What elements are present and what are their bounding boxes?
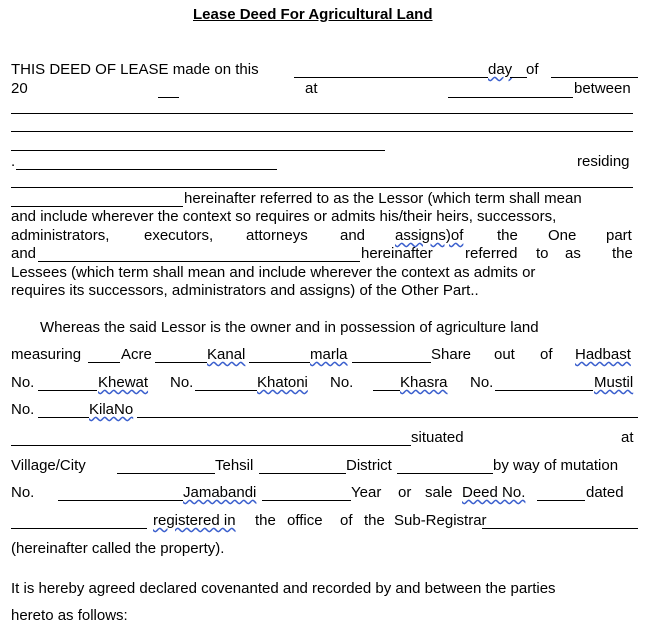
lessee-line4-word: to [536,245,549,262]
lessee-line4-word: the [612,245,633,262]
share-blank [352,362,431,363]
between-label: between [574,80,631,97]
year-prefix: 20 [11,80,28,97]
khasra-no-blank [495,390,593,391]
lessee-line4-word: hereinafter [361,245,433,262]
or-label: or [398,484,412,501]
office-word: office [287,512,323,529]
lessor-line3-word: and [340,227,366,244]
lessor-line3-word: administrators, [11,227,110,244]
kanal-blank [155,362,207,363]
khatoni-no-blank [373,390,400,391]
lessor-line3-word: attorneys [246,227,308,244]
lessee-line4-word: referred [465,245,518,262]
situated-blank [11,445,411,446]
lessor-line3-word: assigns)of [395,227,464,244]
mustil-no-label: No. [11,401,35,418]
document-title: Lease Deed For Agricultural Land [193,6,433,23]
mustil-label: Mustil [594,374,634,391]
district-label: District [346,457,392,474]
lessor-clause-text: hereinafter referred to as the Lessor (which term shall mean [184,190,582,207]
office-word: the [364,512,385,529]
tehsil-blank [259,473,346,474]
lessee-line4-word: as [565,245,581,262]
mutation-no-label: No. [11,484,35,501]
lessor-line3-word: executors, [144,227,214,244]
sub-registrar-blank [482,528,638,529]
year-blank [158,97,179,98]
day-underline [510,77,527,78]
at-label: at [305,80,318,97]
hadbast-no-blank [38,390,97,391]
jamabandi-blank [262,500,351,501]
place-blank [448,97,573,98]
hadbast-of-label: of [540,346,553,363]
address-blank [11,187,633,188]
lessee-name-blank [38,261,360,262]
residing-label: residing [577,153,630,170]
lessee-clause-line-5: Lessees (which term shall mean and include wherever the context as admits or [11,264,536,281]
kanal-label: Kanal [207,346,246,363]
deed-opening-text: THIS DEED OF LEASE made on this [11,61,259,78]
kilano-label: KilaNo [89,401,134,418]
deed-no-label: Deed No. [462,484,526,501]
khewat-label: Khewat [98,374,149,391]
year-label: Year [351,484,382,501]
lessor-name-blank-3 [11,150,385,151]
khasra-label: Khasra [400,374,448,391]
out-label: out [494,346,515,363]
deed-no-blank [537,500,585,501]
district-blank [397,473,493,474]
registered-in-label: registered in [153,512,236,529]
of-label: of [526,61,539,78]
agreed-text-line-1: It is hereby agreed declared covenanted and recorded by and between the parties [11,580,556,597]
dot-mark: . [11,153,16,170]
whereas-text: Whereas the said Lessor is the owner and in possession of agriculture land [40,319,539,336]
dated-blank [11,528,147,529]
hadbast-label: Hadbast [575,346,631,363]
lessor-name-blank-1 [11,113,633,114]
khasra-no-label: No. [470,374,494,391]
share-label: Share [431,346,472,363]
lessor-clause-line-2: and include wherever the context so requires or admits his/their heirs, successors, [11,208,557,225]
day-label: day [488,61,513,78]
date-blank [294,77,488,78]
mutation-label: by way of mutation [493,457,619,474]
mustil-no-blank [38,417,89,418]
tehsil-label: Tehsil [215,457,254,474]
lessor-line3-word: the [497,227,518,244]
situated-at-label: at [621,429,634,446]
property-text: (hereinafter called the property). [11,540,225,557]
mutation-no-blank [58,500,183,501]
khewat-no-label: No. [170,374,194,391]
agreed-text-line-2: hereto as follows: [11,607,128,624]
acre-label: Acre [121,346,152,363]
marla-blank [249,362,310,363]
marla-label: marla [310,346,348,363]
khewat-no-blank [195,390,257,391]
kilano-blank [137,417,638,418]
lessor-line3-word: part [606,227,632,244]
hadbast-no-label: No. [11,374,35,391]
month-blank [551,77,638,78]
acre-blank [88,362,120,363]
khatoni-label: Khatoni [257,374,308,391]
lessor-name-blank-2 [11,131,633,132]
measuring-label: measuring [11,346,82,363]
lessor-parent-blank [16,169,277,170]
lessor-line3-word: One [548,227,577,244]
sale-label: sale [425,484,453,501]
lessee-clause-line-6: requires its successors, administrators and assigns) of the Other Part.. [11,282,479,299]
situated-label: situated [411,429,464,446]
and-label: and [11,245,37,262]
village-label: Village/City [11,457,86,474]
office-word: Sub-Registrar [394,512,487,529]
office-word: the [255,512,276,529]
address-blank-2 [11,206,183,207]
khatoni-no-label: No. [330,374,354,391]
office-word: of [340,512,353,529]
jamabandi-label: Jamabandi [183,484,257,501]
village-blank [117,473,215,474]
dated-label: dated [586,484,624,501]
